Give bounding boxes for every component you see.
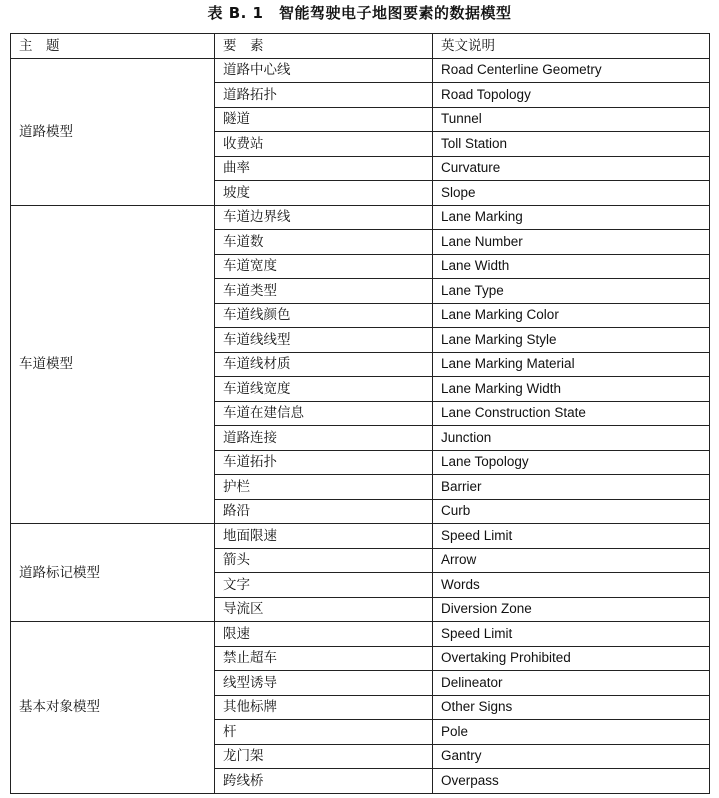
element-cell: 车道拓扑 xyxy=(215,450,433,475)
element-cell: 车道线宽度 xyxy=(215,377,433,402)
english-cell: Speed Limit xyxy=(433,622,710,647)
element-cell: 道路连接 xyxy=(215,426,433,451)
english-cell: Slope xyxy=(433,181,710,206)
element-cell: 坡度 xyxy=(215,181,433,206)
table-row xyxy=(11,205,710,230)
english-cell: Lane Type xyxy=(433,279,710,304)
english-cell: Lane Marking xyxy=(433,205,710,230)
english-cell: Barrier xyxy=(433,475,710,500)
english-cell: Lane Marking Color xyxy=(433,303,710,328)
table-caption: 表 B. 1 智能驾驶电子地图要素的数据模型 xyxy=(207,4,512,22)
subject-cell: 基本对象模型 xyxy=(11,622,215,794)
element-cell: 车道线颜色 xyxy=(215,303,433,328)
english-cell: Curb xyxy=(433,499,710,524)
english-cell: Lane Width xyxy=(433,254,710,279)
english-cell: Lane Marking Material xyxy=(433,352,710,377)
english-cell: Lane Construction State xyxy=(433,401,710,426)
header-subject: 主 题 xyxy=(11,34,215,59)
english-cell: Other Signs xyxy=(433,695,710,720)
element-cell: 车道线线型 xyxy=(215,328,433,353)
element-cell: 杆 xyxy=(215,720,433,745)
english-cell: Gantry xyxy=(433,744,710,769)
element-cell: 曲率 xyxy=(215,156,433,181)
english-cell: Curvature xyxy=(433,156,710,181)
subject-cell: 道路模型 xyxy=(11,58,215,205)
element-cell: 车道宽度 xyxy=(215,254,433,279)
header-element: 要 素 xyxy=(215,34,433,59)
element-cell: 跨线桥 xyxy=(215,769,433,794)
table-header-row xyxy=(11,34,710,59)
english-cell: Speed Limit xyxy=(433,524,710,549)
element-cell: 地面限速 xyxy=(215,524,433,549)
english-cell: Road Centerline Geometry xyxy=(433,58,710,83)
english-cell: Junction xyxy=(433,426,710,451)
subject-cell: 道路标记模型 xyxy=(11,524,215,622)
element-cell: 道路拓扑 xyxy=(215,83,433,108)
english-cell: Delineator xyxy=(433,671,710,696)
english-cell: Lane Number xyxy=(433,230,710,255)
english-cell: Pole xyxy=(433,720,710,745)
english-cell: Road Topology xyxy=(433,83,710,108)
element-cell: 收费站 xyxy=(215,132,433,157)
table-body xyxy=(11,58,710,793)
element-cell: 车道在建信息 xyxy=(215,401,433,426)
english-cell: Diversion Zone xyxy=(433,597,710,622)
table-row xyxy=(11,58,710,83)
element-cell: 隧道 xyxy=(215,107,433,132)
english-cell: Toll Station xyxy=(433,132,710,157)
element-cell: 线型诱导 xyxy=(215,671,433,696)
element-cell: 限速 xyxy=(215,622,433,647)
english-cell: Overtaking Prohibited xyxy=(433,646,710,671)
element-cell: 禁止超车 xyxy=(215,646,433,671)
header-english: 英文说明 xyxy=(433,34,710,59)
element-cell: 文字 xyxy=(215,573,433,598)
element-cell: 龙门架 xyxy=(215,744,433,769)
element-cell: 箭头 xyxy=(215,548,433,573)
english-cell: Overpass xyxy=(433,769,710,794)
element-cell: 车道边界线 xyxy=(215,205,433,230)
table-row xyxy=(11,524,710,549)
english-cell: Lane Marking Style xyxy=(433,328,710,353)
subject-cell: 车道模型 xyxy=(11,205,215,524)
english-cell: Lane Topology xyxy=(433,450,710,475)
element-cell: 道路中心线 xyxy=(215,58,433,83)
element-cell: 路沿 xyxy=(215,499,433,524)
english-cell: Lane Marking Width xyxy=(433,377,710,402)
element-cell: 其他标牌 xyxy=(215,695,433,720)
element-cell: 导流区 xyxy=(215,597,433,622)
english-cell: Arrow xyxy=(433,548,710,573)
element-cell: 车道数 xyxy=(215,230,433,255)
english-cell: Tunnel xyxy=(433,107,710,132)
element-cell: 护栏 xyxy=(215,475,433,500)
element-cell: 车道线材质 xyxy=(215,352,433,377)
data-model-table xyxy=(10,33,710,794)
english-cell: Words xyxy=(433,573,710,598)
table-row xyxy=(11,622,710,647)
element-cell: 车道类型 xyxy=(215,279,433,304)
